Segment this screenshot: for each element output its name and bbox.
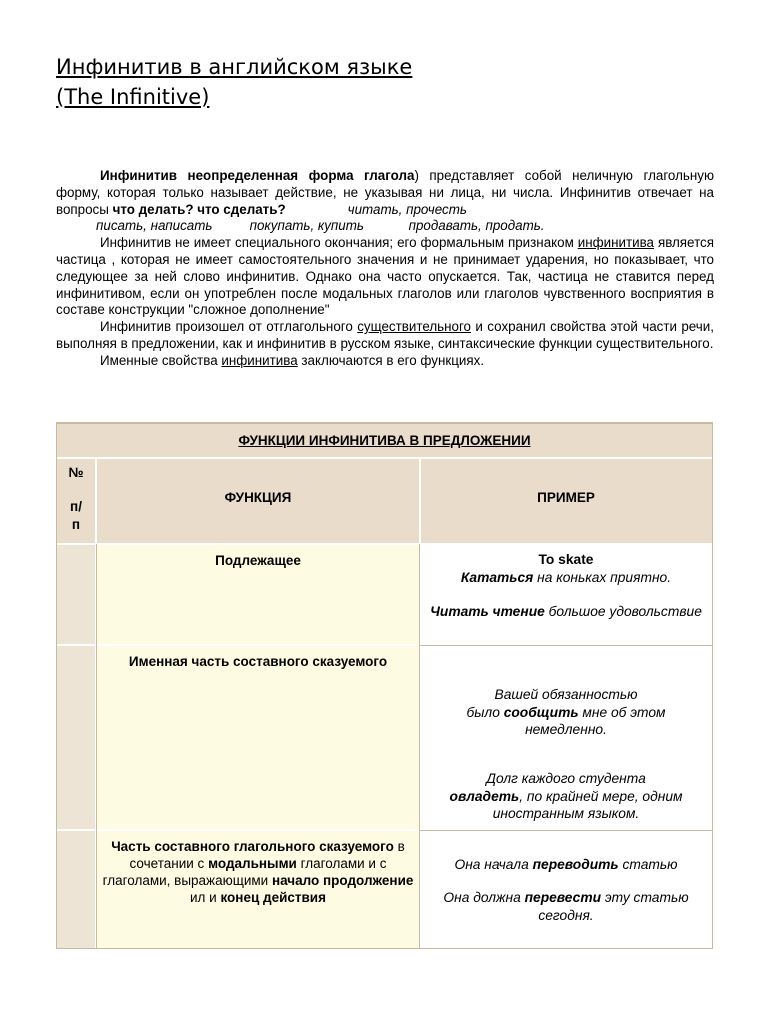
title-line-2: (The Infinitive) [56, 85, 210, 109]
row1-example: To skate Кататься на коньках приятно. Читать чтение большое удовольствие [430, 552, 702, 619]
header-example: ПРИМЕР [537, 490, 595, 505]
page-title [56, 52, 412, 112]
row1-function: Подлежащее [215, 553, 301, 568]
title-line-1: Инфинитив в английском языке [56, 55, 413, 79]
header-number: № п/ п [68, 465, 84, 532]
paragraph-1: Инфинитив неопределенная форма глагола) представляет собой неличную глагольную форму, которая только называет действие, не указывая ни лица, ни числа. Инфинитив отвечает на вопросы что делать? что сделать? читать, прочесть [56, 168, 714, 217]
body-text [56, 168, 714, 370]
link-infinitive-2[interactable]: инфинитива [221, 352, 298, 368]
paragraph-4: Именные свойства инфинитива заключаются в его функциях. [100, 352, 485, 368]
row2-example-1: Вашей обязанностью было сообщить мне об этом немедленно. [466, 687, 666, 737]
link-infinitive[interactable]: инфинитива [577, 235, 655, 251]
row2-example-2: Долг каждого студента овладеть, по крайней мере, одним иностранным языком. [449, 771, 683, 821]
table-title: ФУНКЦИИ ИНФИНИТИВА В ПРЕДЛОЖЕНИИ [57, 422, 712, 457]
example-1: читать, прочесть [347, 201, 467, 217]
row3-example-2: Она должна перевести эту статью сегодня. [443, 890, 689, 923]
functions-table [56, 422, 713, 949]
definition-term: Инфинитив неопределенная форма глагола [100, 168, 415, 183]
paragraph-3: Инфинитив произошел от отглагольного существительного и сохранил свойства этой части речи, выполняя в предложении, как и инфинитив в русском языке, синтаксические функции существительного. [56, 319, 714, 351]
questions: что делать? что сделать? [112, 201, 286, 217]
row3-function: Часть составного глагольного сказуемого в сочетании с модальными глаголами и с глаголами, выражающими начало продолжение ил и конец действия [102, 839, 414, 905]
row3-example-1: Она начала переводить статью [454, 857, 678, 872]
number-column [57, 543, 96, 948]
row2-function: Именная часть составного сказуемого [128, 654, 388, 669]
link-noun[interactable]: существительного [357, 319, 471, 335]
header-function: ФУНКЦИЯ [224, 490, 292, 505]
paragraph-2: Инфинитив не имеет специального окончания; его формальным признаком инфинитива является частица , которая не имеет самостоятельного значения и не принимает ударения, но показывает, что следующее за ней слово инфинитив. Однако она часто опускается. Так, частица не ставится перед инфинитивом, если он употреблен после модальных глаголов или глаголов чувственного восприятия в составе конструкции "сложное дополнение" [56, 235, 714, 318]
example-2: писать, написать покупать, купить продавать, продать. [96, 218, 545, 234]
